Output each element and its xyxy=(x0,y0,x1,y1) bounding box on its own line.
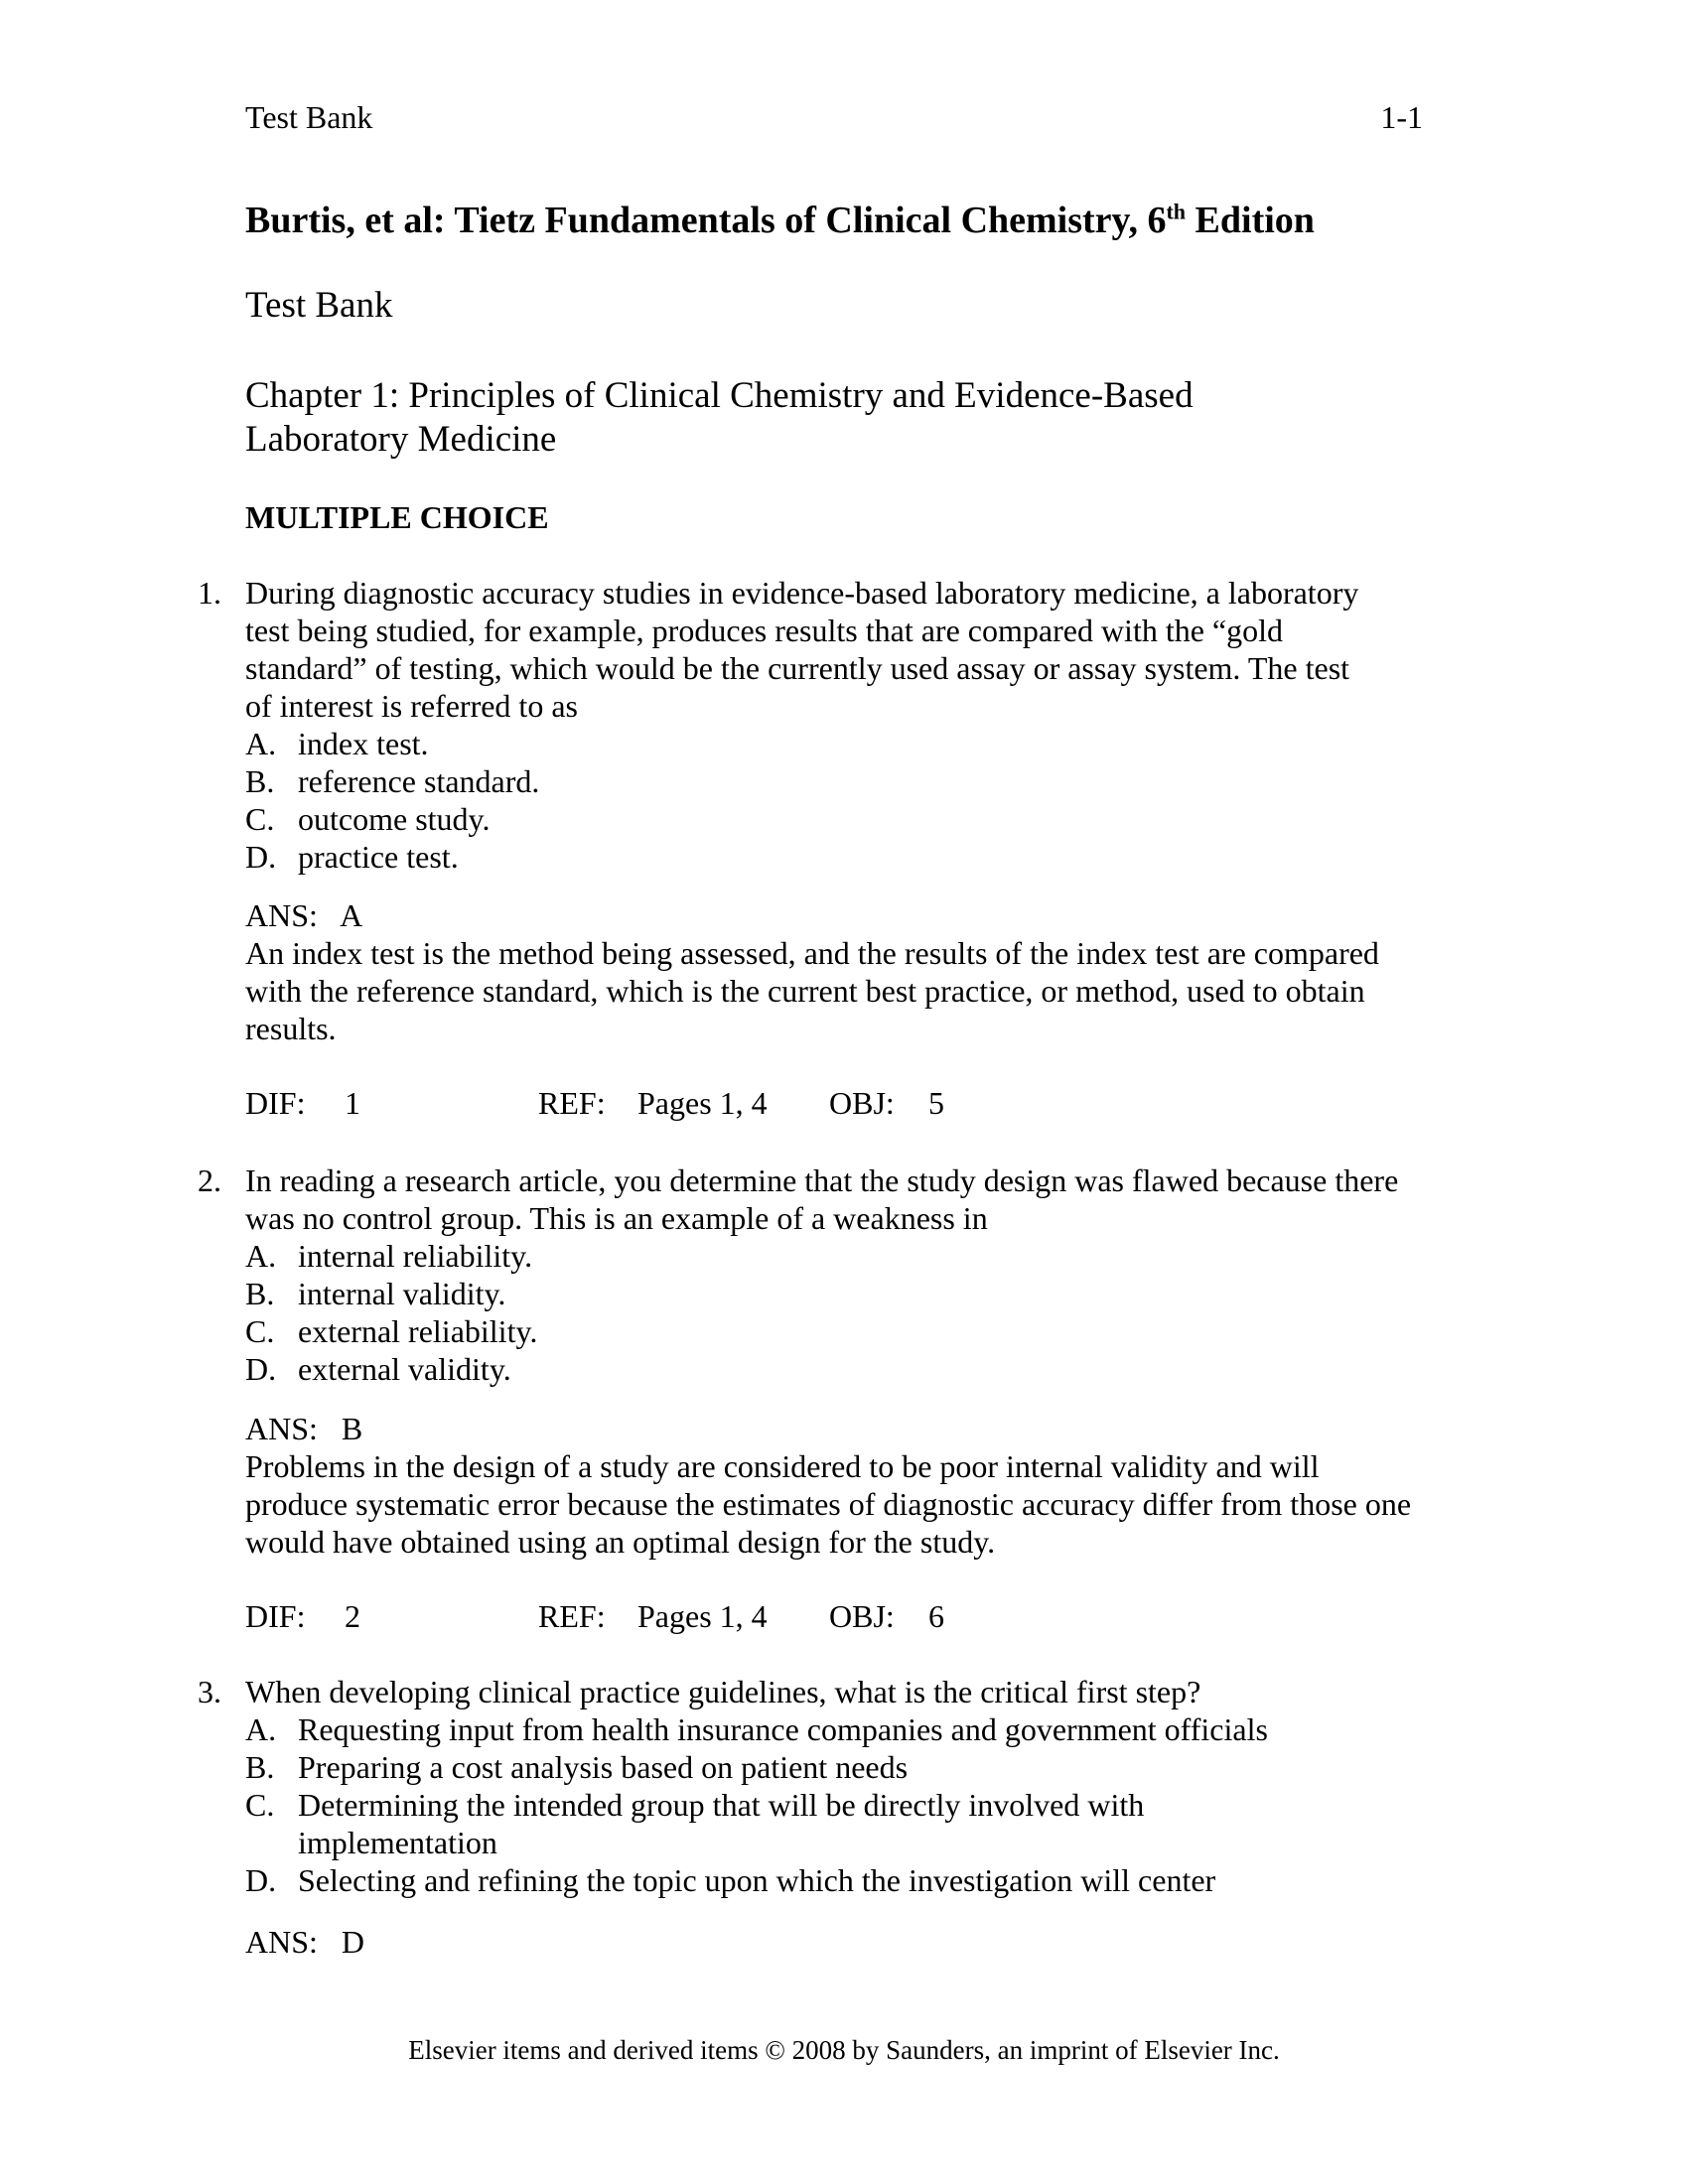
question-2 xyxy=(198,1161,1439,1388)
option-text: practice test. xyxy=(298,839,459,875)
answer-explanation: An index test is the method being assessed, and the results of the index test are compared with the reference standard, which is the current best practice, or method, used to obtain results. xyxy=(245,935,1379,1046)
ref-label: REF: xyxy=(538,1598,606,1634)
question-1 xyxy=(198,574,1439,876)
obj-label: OBJ: xyxy=(829,1598,895,1634)
answer-value: D xyxy=(341,1924,365,1960)
option-a xyxy=(245,1237,1417,1275)
option-letter: C. xyxy=(245,1313,275,1349)
answer-block-3 xyxy=(245,1923,364,1961)
option-a xyxy=(245,725,1367,762)
option-text: reference standard. xyxy=(298,763,540,799)
option-text: Selecting and refining the topic upon which the investigation will center xyxy=(298,1862,1216,1898)
obj-label: OBJ: xyxy=(829,1085,895,1121)
option-letter: B. xyxy=(245,1749,275,1785)
dif-label: DIF: xyxy=(245,1085,306,1121)
page-number: 1-1 xyxy=(1380,99,1423,135)
subtitle: Test Bank xyxy=(245,285,393,326)
dif-label: DIF: xyxy=(245,1598,306,1634)
question-3 xyxy=(198,1673,1439,1899)
question-meta-1 xyxy=(245,1084,1238,1122)
option-letter: C. xyxy=(245,1787,275,1823)
option-text: Preparing a cost analysis based on patient needs xyxy=(298,1749,909,1785)
question-stem: In reading a research article, you determine that the study design was flawed because there was no control group. This is an example of a weakness in xyxy=(245,1162,1399,1236)
option-d xyxy=(245,838,1367,876)
option-text: Requesting input from health insurance companies and government officials xyxy=(298,1711,1268,1747)
chapter-title xyxy=(245,374,1194,462)
dif-value: 1 xyxy=(345,1085,360,1121)
answer-explanation: Problems in the design of a study are considered to be poor internal validity and will produce systematic error because the estimates of diagnostic accuracy differ from those one would have obtained using an optimal design for the study. xyxy=(245,1448,1412,1560)
option-text: internal validity. xyxy=(298,1276,506,1311)
question-number: 3. xyxy=(198,1674,221,1709)
option-letter: D. xyxy=(245,1351,277,1387)
section-heading: MULTIPLE CHOICE xyxy=(245,499,549,535)
option-d xyxy=(245,1861,1377,1899)
answer-block-2 xyxy=(245,1410,1417,1561)
option-text: internal reliability. xyxy=(298,1238,533,1274)
option-letter: D. xyxy=(245,839,277,875)
question-number: 1. xyxy=(198,575,221,611)
question-meta-2 xyxy=(245,1597,1238,1635)
option-letter: B. xyxy=(245,1276,275,1311)
option-text: index test. xyxy=(298,726,429,761)
ref-label: REF: xyxy=(538,1085,606,1121)
copyright-footer: Elsevier items and derived items © 2008 by Saunders, an imprint of Elsevier Inc. xyxy=(408,2035,1280,2065)
option-c xyxy=(245,800,1367,838)
option-b xyxy=(245,762,1367,800)
answer-block-1 xyxy=(245,896,1387,1047)
answer-value: A xyxy=(340,897,363,933)
title-superscript: th xyxy=(1166,199,1187,224)
answer-value: B xyxy=(341,1411,363,1446)
option-c xyxy=(245,1786,1377,1861)
obj-value: 6 xyxy=(928,1598,944,1634)
chapter-title-line: Chapter 1: Principles of Clinical Chemistry and Evidence-Based xyxy=(245,375,1194,416)
option-letter: C. xyxy=(245,801,275,837)
option-a xyxy=(245,1710,1377,1748)
option-text: Determining the intended group that will be directly involved with implementation xyxy=(298,1787,1145,1860)
running-header-left: Test Bank xyxy=(245,99,373,135)
ref-value: Pages 1, 4 xyxy=(637,1598,768,1634)
option-text: external validity. xyxy=(298,1351,511,1387)
option-letter: A. xyxy=(245,726,277,761)
question-number: 2. xyxy=(198,1162,221,1198)
question-stem: During diagnostic accuracy studies in evidence-based laboratory medicine, a laboratory test being studied, for example, produces results that are compared with the “gold standard” of testing, which would be the currently used assay or assay system. The test of interest is referred to as xyxy=(245,575,1359,724)
option-text: external reliability. xyxy=(298,1313,538,1349)
answer-label: ANS: xyxy=(245,897,318,933)
dif-value: 2 xyxy=(345,1598,360,1634)
option-letter: B. xyxy=(245,763,275,799)
answer-label: ANS: xyxy=(245,1924,318,1960)
option-letter: A. xyxy=(245,1238,277,1274)
title-text: Burtis, et al: Tietz Fundamentals of Clinical Chemistry, 6 xyxy=(245,200,1167,241)
option-b xyxy=(245,1275,1417,1312)
option-text: outcome study. xyxy=(298,801,491,837)
answer-label: ANS: xyxy=(245,1411,318,1446)
book-title xyxy=(245,199,1315,242)
chapter-title-line: Laboratory Medicine xyxy=(245,419,557,460)
option-letter: D. xyxy=(245,1862,277,1898)
question-stem: When developing clinical practice guidelines, what is the critical first step? xyxy=(245,1674,1201,1709)
obj-value: 5 xyxy=(928,1085,944,1121)
ref-value: Pages 1, 4 xyxy=(637,1085,768,1121)
option-c xyxy=(245,1312,1417,1350)
option-d xyxy=(245,1350,1417,1388)
option-letter: A. xyxy=(245,1711,277,1747)
option-b xyxy=(245,1748,1377,1786)
title-edition: Edition xyxy=(1186,200,1315,241)
